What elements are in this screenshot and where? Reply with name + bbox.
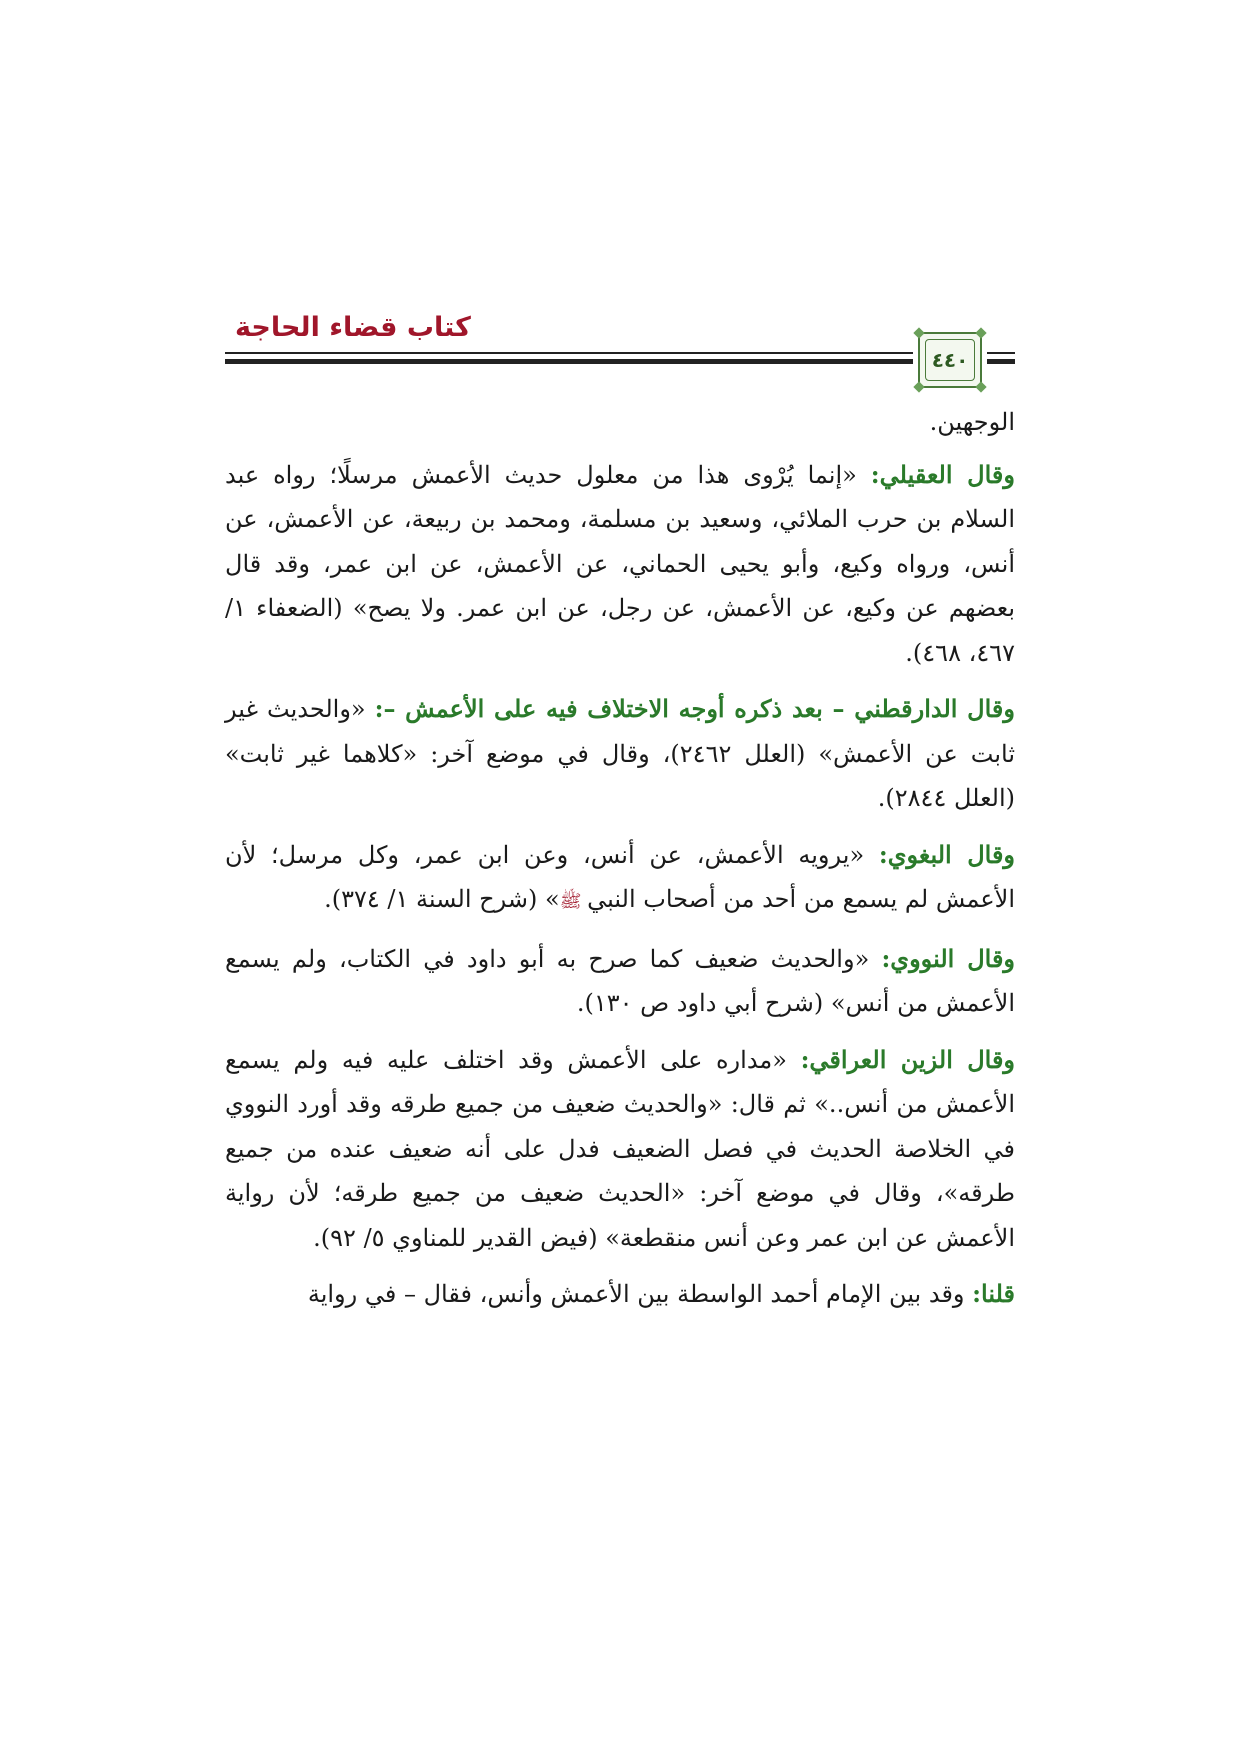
paragraph bbox=[225, 453, 1015, 676]
paragraph bbox=[225, 833, 1015, 925]
speaker-label: وقال البغوي: bbox=[878, 839, 1016, 869]
paragraph-text: «والحديث غير ثابت عن الأعمش» (العلل ٢٤٦٢)، وقال في موضع آخر: «كلاهما غير ثابت» (العلل ٢٨٤٤). bbox=[225, 695, 1015, 812]
ornament-icon bbox=[975, 381, 986, 392]
speaker-label: وقال النووي: bbox=[881, 943, 1016, 973]
speaker-label: وقال العقيلي: bbox=[870, 459, 1015, 489]
paragraph-text: «مداره على الأعمش وقد اختلف عليه فيه ولم يسمع الأعمش من أنس..» ثم قال: «والحديث ضعيف من جميع طرقه وقد أورد النووي في الخلاصة الحديث في فصل الضعيف فدل على أنه ضعيف عنده من جميع طرقه»، وقال في موضع آخر: «الحديث ضعيف من جميع طرقه؛ لأن رواية الأعمش عن ابن عمر وعن أنس منقطعة» (فيض القدير للمناوي ٥/ ٩٢). bbox=[225, 1045, 1015, 1252]
ornament-icon bbox=[975, 327, 986, 338]
header-rule-thin bbox=[225, 352, 913, 354]
paragraph bbox=[225, 400, 1015, 445]
page-number-frame bbox=[925, 339, 975, 381]
page-body bbox=[225, 400, 1015, 1329]
speaker-label: وقال الدارقطني – بعد ذكره أوجه الاختلاف فيه على الأعمش –: bbox=[374, 694, 1015, 723]
speaker-label: قلنا: bbox=[972, 1279, 1015, 1308]
salawat-honorific: ﷺ bbox=[559, 891, 588, 912]
paragraph bbox=[225, 687, 1015, 821]
page-number-badge bbox=[918, 332, 982, 388]
header-rule-thick-right bbox=[987, 359, 1015, 364]
book-title: كتاب قضاء الحاجة bbox=[235, 312, 471, 343]
paragraph-text: «يرويه الأعمش، عن أنس، وعن ابن عمر، وكل مرسل؛ لأن الأعمش لم يسمع من أحد من أصحاب النبي bbox=[225, 840, 1015, 913]
page-header bbox=[225, 312, 1015, 392]
paragraph bbox=[225, 937, 1015, 1026]
header-rule-thick bbox=[225, 359, 913, 364]
ornament-icon bbox=[913, 327, 924, 338]
paragraph-text: الوجهين. bbox=[929, 408, 1015, 436]
paragraph-text: «والحديث ضعيف كما صرح به أبو داود في الكتاب، ولم يسمع الأعمش من أنس» (شرح أبي داود ص ١٣٠). bbox=[225, 944, 1015, 1017]
paragraph-text-continued: » (شرح السنة ١/ ٣٧٤). bbox=[324, 885, 560, 913]
paragraph-text: «إنما يُرْوى هذا من معلول حديث الأعمش مرسلًا؛ رواه عبد السلام بن حرب الملائي، وسعيد بن مسلمة، ومحمد بن ربيعة، عن الأعمش، عن أنس، ورواه وكيع، وأبو يحيى الحماني، عن الأعمش، عن ابن عمر، وقد قال بعضهم عن وكيع، عن الأعمش، عن رجل، عن ابن عمر. ولا يصح» (الضعفاء ١/ ٤٦٧، ٤٦٨). bbox=[225, 460, 1015, 667]
paragraph bbox=[225, 1272, 1015, 1317]
header-rule-thin-right bbox=[987, 352, 1015, 354]
speaker-label: وقال الزين العراقي: bbox=[800, 1044, 1016, 1074]
paragraph-text: وقد بين الإمام أحمد الواسطة بين الأعمش وأنس، فقال – في رواية bbox=[307, 1280, 973, 1308]
page-number: ٤٤٠ bbox=[931, 348, 969, 372]
ornament-icon bbox=[913, 381, 924, 392]
paragraph bbox=[225, 1038, 1015, 1261]
